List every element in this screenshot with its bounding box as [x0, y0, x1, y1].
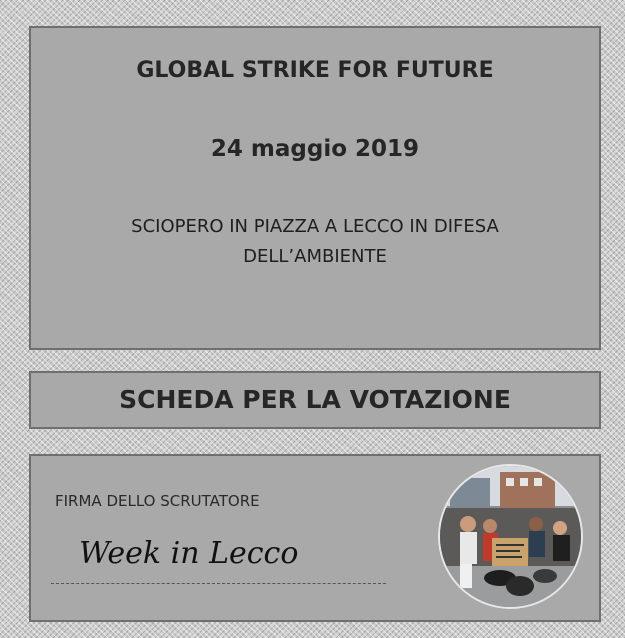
signature-line — [51, 583, 386, 584]
strike-date: 24 maggio 2019 — [210, 136, 420, 162]
handwritten-signature: Week in Lecco — [79, 536, 299, 571]
description-line-1: SCIOPERO IN PIAZZA A LECCO IN DIFESA — [131, 216, 499, 237]
signature-label: FIRMA DELLO SCRUTATORE — [55, 492, 260, 510]
ballot-title: SCHEDA PER LA VOTAZIONE — [119, 385, 511, 414]
header-panel — [29, 26, 601, 350]
strike-description — [31, 212, 599, 272]
signature-panel — [29, 454, 601, 622]
photo-illustration — [440, 466, 583, 609]
description-line-2: DELL’AMBIENTE — [243, 246, 387, 267]
strike-title: GLOBAL STRIKE FOR FUTURE — [136, 58, 494, 83]
students-photo — [438, 464, 583, 609]
ballot-title-panel — [29, 371, 601, 429]
